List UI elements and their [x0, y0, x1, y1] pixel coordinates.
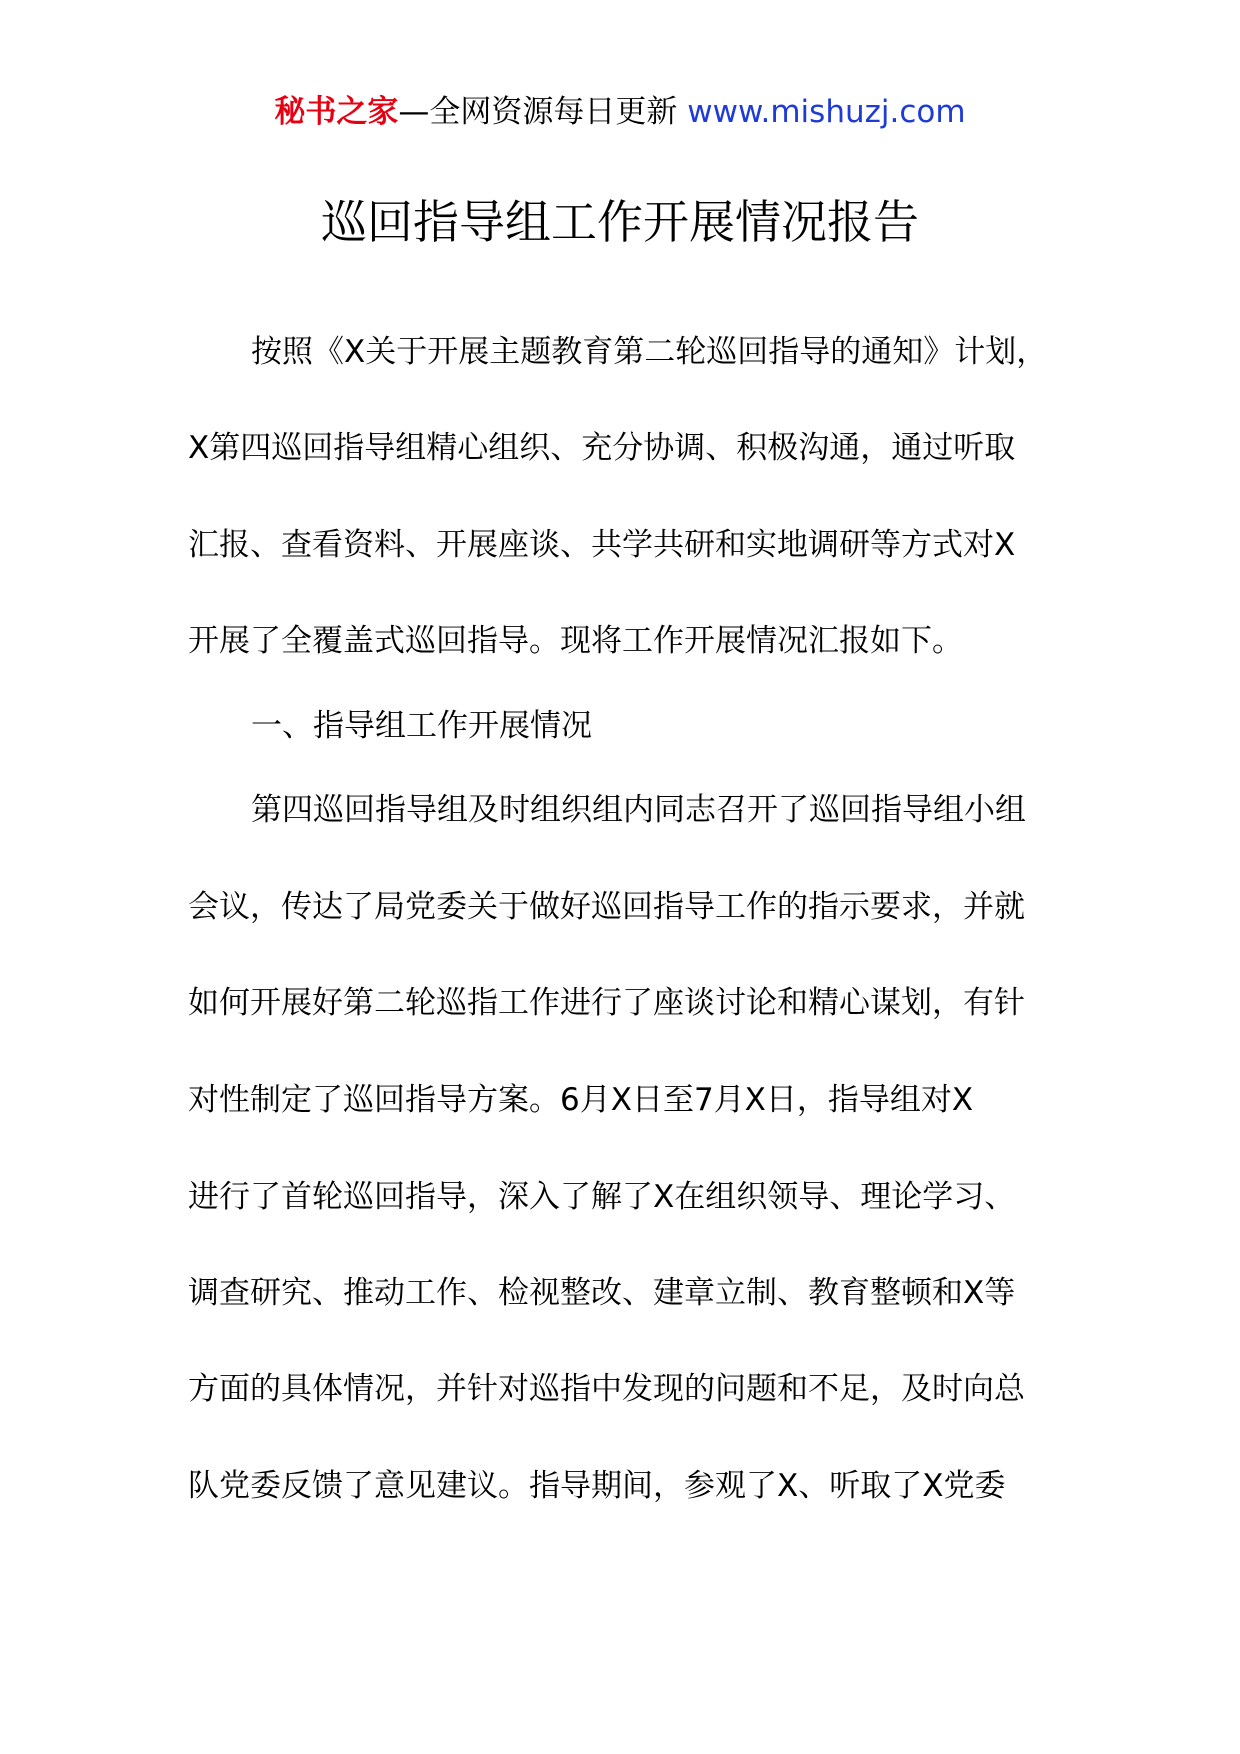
paragraph-line: 调查研究、推动工作、检视整改、建章立制、教育整顿和X等 [188, 1275, 1016, 1311]
paragraph-line: 队党委反馈了意见建议。指导期间，参观了X、听取了X党委 [188, 1468, 1006, 1504]
site-url[interactable]: www.mishuzj.com [687, 94, 966, 130]
paragraph-line: 开展了全覆盖式巡回指导。现将工作开展情况汇报如下。 [188, 623, 963, 659]
paragraph-line: 汇报、查看资料、开展座谈、共学共研和实地调研等方式对X [188, 527, 1016, 563]
paragraph-line: 会议，传达了局党委关于做好巡回指导工作的指示要求，并就 [188, 889, 1025, 925]
paragraph-line: 对性制定了巡回指导方案。6月X日至7月X日，指导组对X [188, 1082, 974, 1118]
paragraph-line: 方面的具体情况，并针对巡指中发现的问题和不足，及时向总 [188, 1371, 1025, 1407]
site-brand: 秘书之家 [274, 94, 399, 130]
site-tagline: —全网资源每日更新 [398, 94, 688, 130]
document-title: 巡回指导组工作开展情况报告 [321, 195, 919, 249]
paragraph-line: 第四巡回指导组及时组织组内同志召开了巡回指导组小组 [251, 792, 1026, 828]
paragraph-line: X第四巡回指导组精心组织、充分协调、积极沟通，通过听取 [188, 430, 1016, 466]
paragraph-line: 按照《X关于开展主题教育第二轮巡回指导的通知》计划， [251, 334, 1048, 370]
paragraph-line: 如何开展好第二轮巡指工作进行了座谈讨论和精心谋划，有针 [188, 985, 1025, 1021]
site-header [0, 92, 1240, 132]
section-heading: 一、指导组工作开展情况 [251, 708, 592, 744]
paragraph-line: 进行了首轮巡回指导，深入了解了X在组织领导、理论学习、 [188, 1179, 1016, 1215]
